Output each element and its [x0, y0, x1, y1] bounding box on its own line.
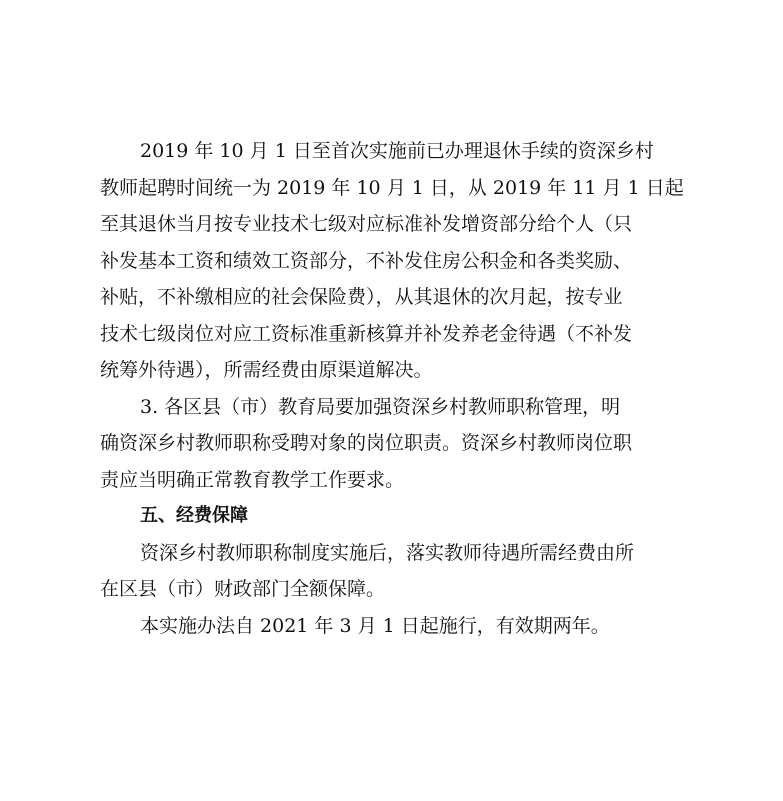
paragraph-1-line-6: 技术七级岗位对应工资标准重新核算并补发养老金待遇（不补发	[100, 322, 633, 345]
paragraph-1-line-1: 2019 年 10 月 1 日至首次实施前已办理退休手续的资深乡村	[140, 140, 654, 162]
paragraph-1-line-3: 至其退休当月按专业技术七级对应标准补发增资部分给个人（只	[100, 213, 633, 235]
paragraph-1-line-5: 补贴，不补缴相应的社会保险费），从其退休的次月起，按专业	[100, 286, 623, 308]
paragraph-1-line-2: 教师起聘时间统一为 2019 年 10 月 1 日，从 2019 年 11 月 1 日起	[100, 176, 684, 199]
paragraph-2-line-3: 责应当明确正常教育教学工作要求。	[100, 468, 405, 491]
paragraph-4-line-1: 本实施办法自 2021 年 3 月 1 日起施行，有效期两年。	[140, 614, 610, 637]
paragraph-1-line-7: 统筹外待遇），所需经费由原渠道解决。	[100, 359, 433, 381]
paragraph-2-line-1: 3. 各区县（市）教育局要加强资深乡村教师职称管理，明	[140, 395, 621, 418]
document-body	[100, 133, 690, 644]
paragraph-1-line-4: 补发基本工资和绩效工资部分，不补发住房公积金和各类奖励、	[100, 249, 633, 272]
paragraph-3-line-2: 在区县（市）财政部门全额保障。	[100, 578, 386, 600]
paragraph-2-line-2: 确资深乡村教师职称受聘对象的岗位职责。资深乡村教师岗位职	[100, 432, 633, 454]
paragraph-3-line-1: 资深乡村教师职称制度实施后，落实教师待遇所需经费由所	[140, 541, 635, 564]
section-heading: 五、经费保障	[140, 505, 248, 526]
